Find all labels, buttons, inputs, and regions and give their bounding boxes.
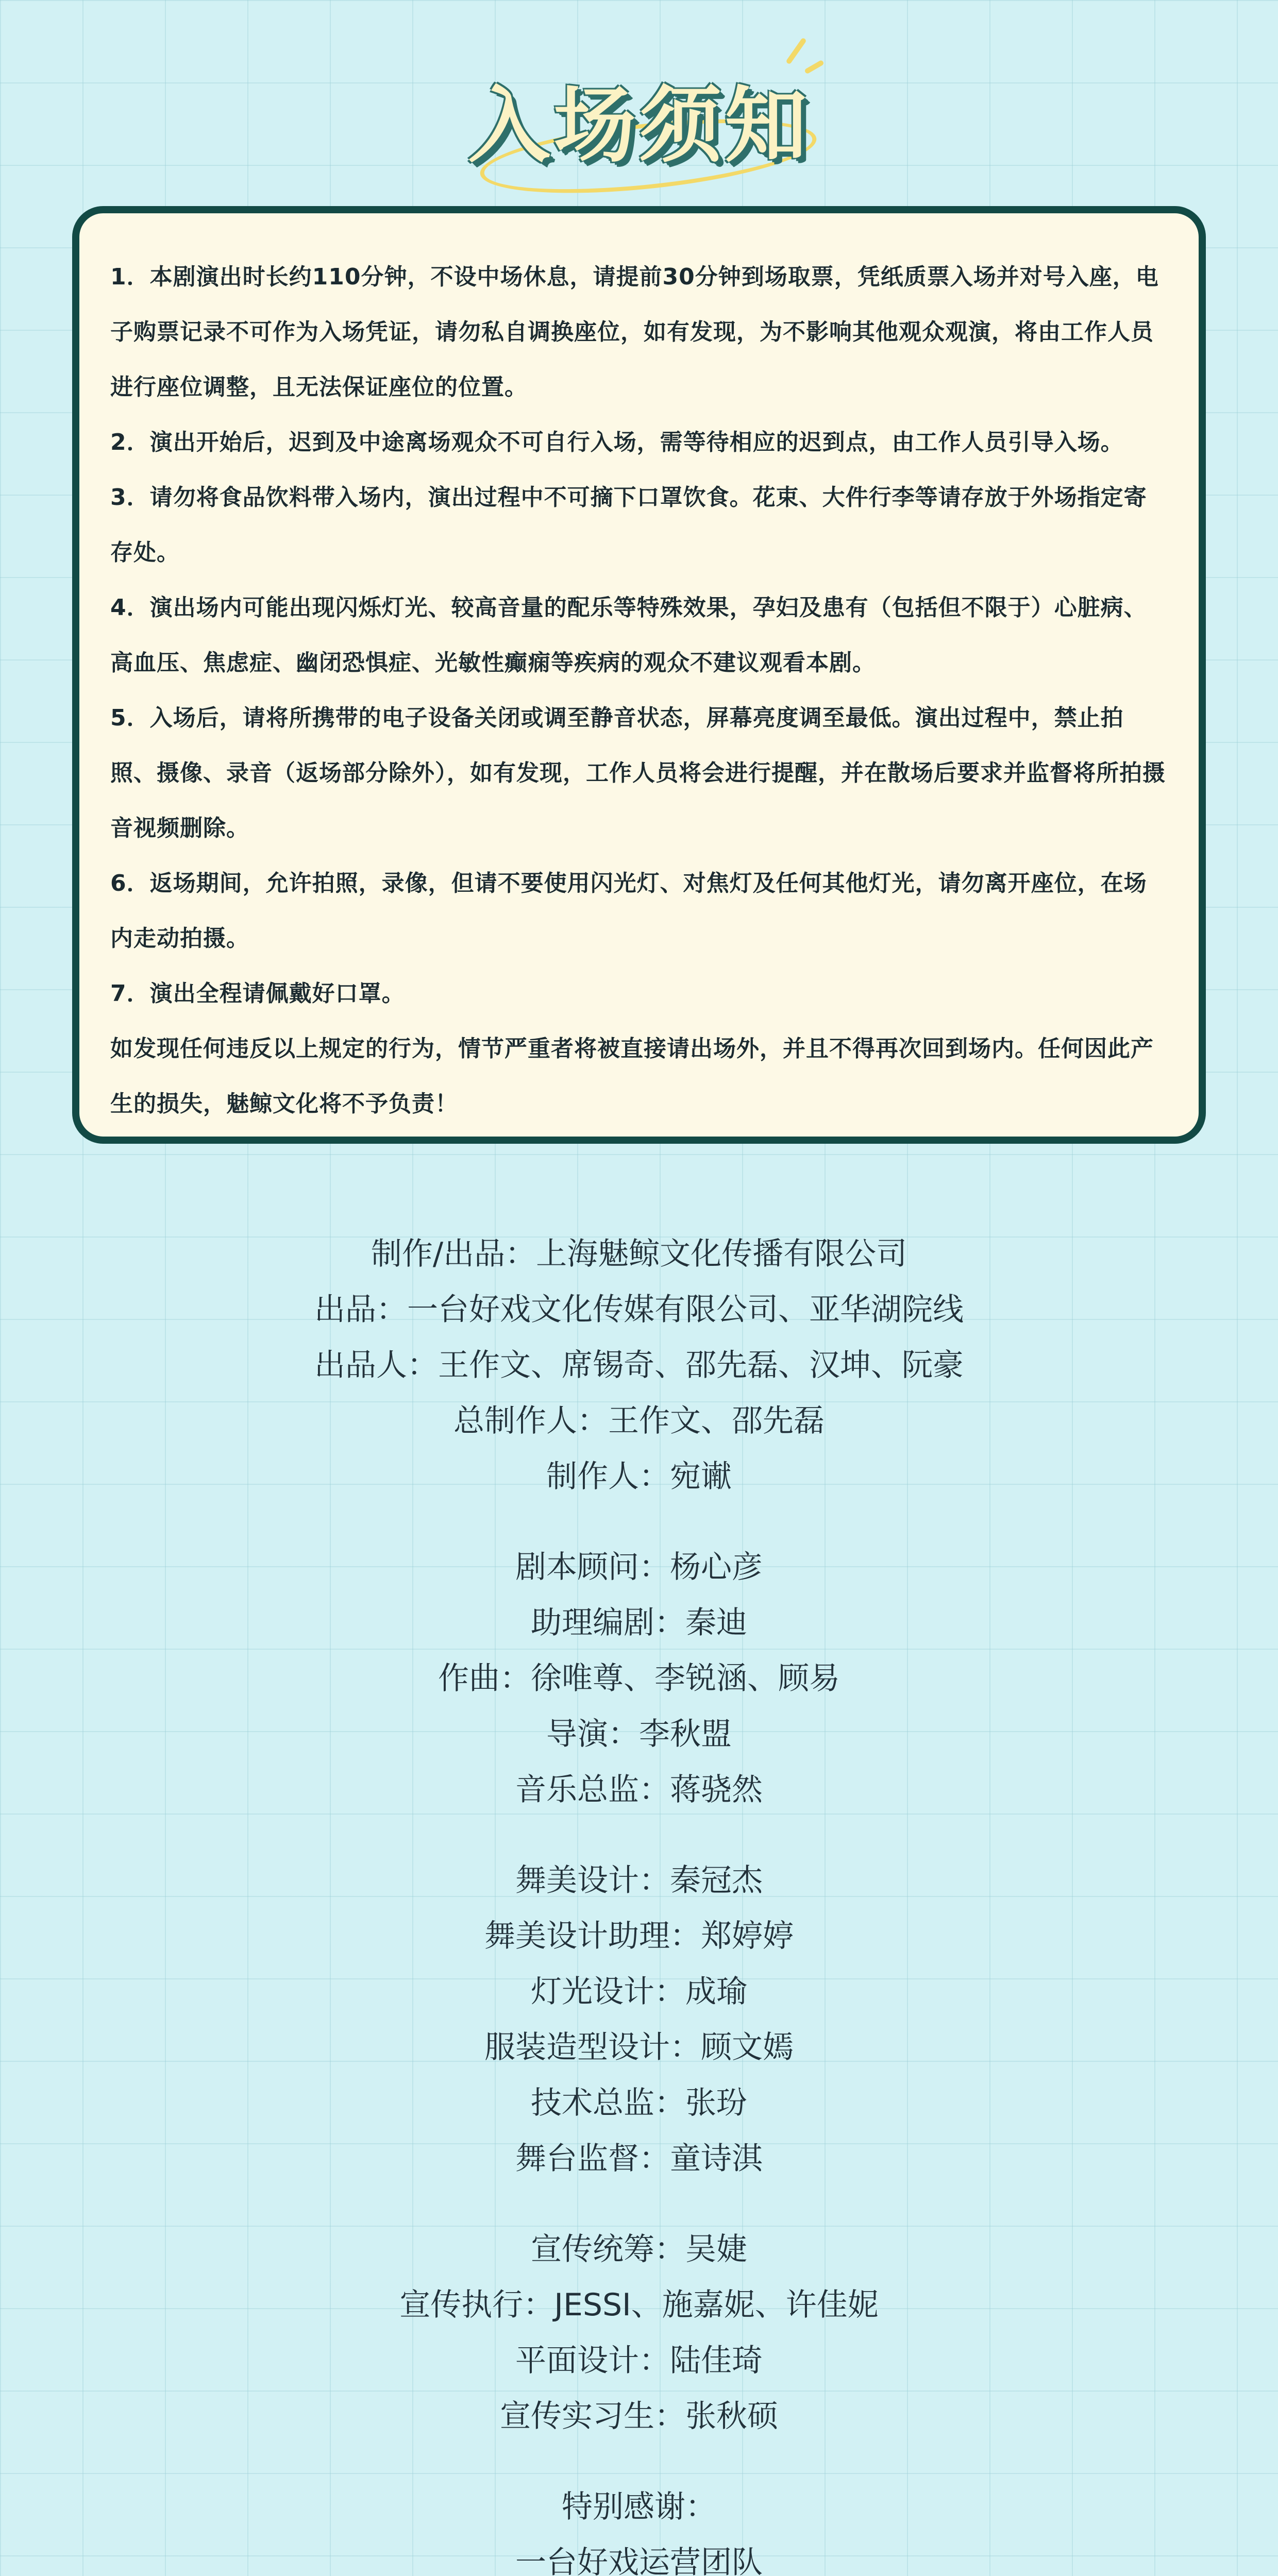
credit-group-publicity [0,2222,1278,2444]
credit-line: 宣传统筹：吴婕 [531,2231,747,2267]
credit-group-production [0,1226,1278,1504]
credit-line: 灯光设计：成瑜 [531,1974,747,2010]
notice-item: 5．入场后，请将所携带的电子设备关闭或调至静音状态，屏幕亮度调至最低。演出过程中，禁止拍照、摄像、录音（返场部分除外），如有发现，工作人员将会进行提醒，并在散场后要求并监督将所拍摄音视频删除。 [110,705,1166,841]
credits-section [0,1226,1278,2576]
credit-line: 作曲：徐唯尊、李锐涵、顾易 [438,1660,840,1697]
credit-line: 技术总监：张玢 [531,2085,747,2121]
notice-card [72,206,1206,1144]
credit-line: 出品：一台好戏文化传媒有限公司、亚华湖院线 [314,1292,964,1328]
notice-item: 1．本剧演出时长约110分钟，不设中场休息，请提前30分钟到场取票，凭纸质票入场并对号入座，电子购票记录不可作为入场凭证，请勿私自调换座位，如有发现，为不影响其他观众观演，将由工作人员进行座位调整，且无法保证座位的位置。 [110,264,1159,400]
notice-item: 4．演出场内可能出现闪烁灯光、较高音量的配乐等特殊效果，孕妇及患有（包括但不限于）心脏病、高血压、焦虑症、幽闭恐惧症、光敏性癫痫等疾病的观众不建议观看本剧。 [110,595,1147,676]
credit-line: 出品人：王作文、席锡奇、邵先磊、汉坤、阮豪 [314,1347,964,1383]
credit-line: 一台好戏运营团队 [515,2545,763,2576]
credit-line: 制作人：宛谳 [546,1459,732,1495]
credit-line: 音乐总监：蒋骁然 [515,1772,763,1808]
credit-line: 导演：李秋盟 [546,1716,732,1752]
credit-line: 宣传实习生：张秋硕 [500,2398,778,2434]
notice-item: 7．演出全程请佩戴好口罩。 [110,980,405,1007]
credit-line: 特别感谢： [562,2489,716,2525]
credit-group-thanks [0,2479,1278,2576]
credit-line: 服装造型设计：顾文嫣 [484,2029,794,2065]
credit-line: 宣传执行：JESSI、施嘉妮、许佳妮 [399,2287,879,2323]
credit-group-design [0,1853,1278,2187]
credit-line: 助理编剧：秦迪 [531,1605,747,1641]
notice-disclaimer: 如发现任何违反以上规定的行为，情节严重者将被直接请出场外，并且不得再次回到场内。任何因此产生的损失，魅鲸文化将不予负责！ [110,1036,1154,1117]
credit-line: 剧本顾问：杨心彦 [515,1549,763,1585]
credit-group-creative [0,1539,1278,1818]
notice-item: 2．演出开始后，迟到及中途离场观众不可自行入场，需等待相应的迟到点，由工作人员引导入场。 [110,429,1124,455]
notice-item: 6．返场期间，允许拍照，录像，但请不要使用闪光灯、对焦灯及任何其他灯光，请勿离开座位，在场内走动拍摄。 [110,870,1147,952]
page-title: 入场须知 [467,77,810,174]
credit-line: 平面设计：陆佳琦 [515,2343,763,2379]
credit-line: 制作/出品：上海魅鲸文化传播有限公司 [371,1236,907,1272]
credit-line: 舞美设计助理：郑婷婷 [484,1918,794,1954]
title-banner [0,36,1278,180]
credit-line: 舞台监督：童诗淇 [515,2141,763,2177]
notice-item: 3．请勿将食品饮料带入场内，演出过程中不可摘下口罩饮食。花束、大件行李等请存放于外场指定寄存处。 [110,484,1147,566]
credit-line: 总制作人：王作文、邵先磊 [453,1403,825,1439]
credit-line: 舞美设计：秦冠杰 [515,1862,763,1899]
